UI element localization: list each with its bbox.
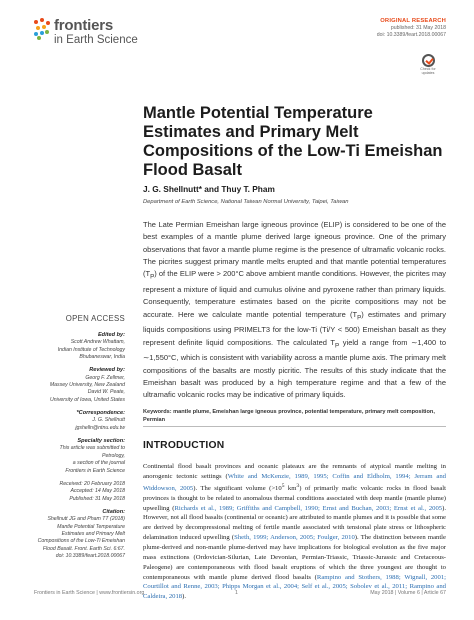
article-doi[interactable]: doi: 10.3389/feart.2018.00067 <box>376 31 446 38</box>
footer-journal-link[interactable]: Frontiers in Earth Science | www.frontiersin.org <box>34 590 145 596</box>
article-authors: J. G. Shellnutt* and Thuy T. Pham <box>143 184 275 194</box>
intro-text: ). <box>182 593 186 601</box>
editor-line[interactable]: Scott Andrew Whattam, <box>70 339 125 346</box>
dates-block <box>28 481 125 503</box>
abstract-text-2: ) of the ELIP were > 200°C above ambient mantle conditions. However, the picrites may represent a mixture of liquid and cumulus olivine and pyroxene rather than primary liquids. Consequently, temperature estimates based on the picrite compositions may not be accurate. Here we calculate mantle potential temperature (T <box>143 269 446 319</box>
article-type: ORIGINAL RESEARCH <box>380 18 446 24</box>
specialty-line: Petrology, <box>102 452 125 459</box>
tp-subscript: P <box>357 314 362 322</box>
specialty-line: Frontiers in Earth Science <box>65 467 125 474</box>
citation-block <box>28 509 125 561</box>
journal-name: in Earth Science <box>54 33 138 46</box>
specialty-line: This article was submitted to <box>59 445 125 452</box>
crossmark-label: Check for updates <box>420 67 436 75</box>
abstract-text-1: The Late Permian Emeishan large igneous province (ELIP) is considered to be one of the best examples of a mantle plume derived large igneous province. One of the primary observations that favor a mantle plume regime is the presence of ultramafic volcanic rocks. The picrites suggest primary mantle melts erupted and that mantle potential temperatures (T <box>143 220 446 279</box>
check-for-updates-icon <box>422 54 435 67</box>
journal-logo[interactable] <box>34 18 138 46</box>
citation-line: Estimates and Primary Melt <box>61 531 125 538</box>
author-affiliation: Department of Earth Science, National Taiwan Normal University, Taipei, Taiwan <box>143 199 349 205</box>
superscript: 3 <box>296 482 300 489</box>
intro-text: Continental flood basalt provinces and oceanic plateaux are the remnants of atypical mantle melting in anorogenic tectonic settings ( <box>143 463 446 480</box>
reviewer-line: University of Iowa, United States <box>50 396 125 403</box>
reviewer-line[interactable]: Georg F. Zellmer, <box>85 374 125 381</box>
article-meta <box>377 18 446 38</box>
page-header <box>34 18 446 80</box>
tp-subscript: P <box>335 342 340 350</box>
page-footer <box>34 590 446 600</box>
article-title: Mantle Potential Temperature Estimates and Primary Melt Compositions of the Low-Ti Emeishan Flood Basalt <box>143 104 443 180</box>
published-date-sidebar: Published: 31 May 2018 <box>69 495 125 502</box>
received-date: Received: 20 February 2018 <box>59 480 125 487</box>
open-access-label: OPEN ACCESS <box>65 314 125 323</box>
citation-line: Flood Basalt. Front. Earth Sci. 6:67. <box>42 545 125 552</box>
edited-by-heading: Edited by: <box>97 332 125 338</box>
citation-doi[interactable]: doi: 10.3389/feart.2018.00067 <box>55 553 125 560</box>
specialty-line: a section of the journal <box>72 460 125 467</box>
correspondence-email[interactable]: jgshelln@ntnu.edu.tw <box>75 424 125 431</box>
superscript: 5 <box>281 482 285 489</box>
intro-text: ). The significant volume (>10 <box>193 484 282 492</box>
citation-line: Shellnutt JG and Pham TT (2018) <box>47 516 125 523</box>
citation-link[interactable]: White and McKenzie, 1989, 1995; Coffin and Eldholm, 1994; Jerram and Widdowson, 2005 <box>143 472 446 492</box>
intro-text: km <box>284 484 297 492</box>
citation-link[interactable]: Rampino and Stothers, 1988; Wignall, 2001; Courtillot and Renne, 2003; Phipps Morgan et al., 2004; Self et al., 2005; Sobolev et al., 2011; Rampino and Caldeira, 2018 <box>143 573 446 601</box>
keywords: Keywords: mantle plume, Emeishan large igneous province, potential temperature, primary melt composition, Permian <box>143 409 435 423</box>
intro-text: ) of primarily mafic volcanic rocks in flood basalt provinces is thought to be related to anomalous thermal conditions associated with deep mantle (mantle plume) upwelling ( <box>143 484 446 512</box>
divider <box>143 426 446 427</box>
citation-line: Compositions of the Low-Ti Emeishan <box>37 538 125 545</box>
specialty-block <box>28 438 125 475</box>
section-heading-introduction: INTRODUCTION <box>143 440 225 451</box>
published-date: published: 31 May 2018 <box>390 25 446 32</box>
brand-name: frontiers <box>54 17 114 34</box>
frontiers-logo-icon <box>34 18 50 40</box>
crossmark-badge[interactable] <box>418 54 438 78</box>
citation-link[interactable]: Richards et al., 1989; Griffiths and Campbell, 1990; Ernst and Buchan, 2003; Ernst et al., 2005 <box>174 504 443 512</box>
citation-line: Mantle Potential Temperature <box>57 523 125 530</box>
abstract-text-3: ) estimates and primary liquids compositions using PRIMELT3 for the low-Ti (Ti/Y < 500) Emeishan basalt as they represent definite liquid compositions. The calculated T <box>143 309 447 347</box>
correspondence-block <box>28 410 125 432</box>
citation-link[interactable]: Sheth, 1999; Anderson, 2005; Foulger, 2010 <box>234 534 355 542</box>
editor-line: Indian Institute of Technology <box>57 346 125 353</box>
citation-heading: Citation: <box>102 509 125 516</box>
introduction-paragraph <box>143 462 446 602</box>
footer-issue-info: May 2018 | Volume 6 | Article 67 <box>370 590 446 596</box>
intro-text: ). The distinction between mantle plume-derived and non-mantle plume-derived may have implications for biological evolution as the five major mass extinctions (Ordovician-Silurian, Late Devonian, Permian-Triassic, Triassic-Jurassic and Cretaceous-Paleogene) are contemporaneous with flood basalt eruptions of which the three youngest are thought to contemporaneous with mantle plume derived flood basalts ( <box>143 534 446 581</box>
page-number: 1 <box>235 590 238 596</box>
reviewed-by-block <box>28 367 125 404</box>
editor-line: Bhubaneswar, India <box>79 354 125 361</box>
intro-text: ). However, not all flood basalts (continental or oceanic) are attributed to mantle plumes and it is possible that some are derived by decompressional melting of fertile mantle associated with tensional plate stress or lithospheric delamination induced upwelling ( <box>143 504 446 542</box>
specialty-heading: Specialty section: <box>77 438 125 445</box>
abstract-text-4: yield a range from ∼1,400 to ∼1,550°C, which is consistent with variability across a mantle plume axis. The primary melt compositions of the basalts are mostly picritic. The results of this study indicate that the Emeishan basalt was produced by a high temperature regime and that a few of the ultramafic volcanic rocks may be indicative of primary liquids. <box>143 337 447 400</box>
edited-by-block <box>28 332 125 361</box>
reviewer-line[interactable]: David W. Peate, <box>87 389 125 396</box>
correspondence-heading: *Correspondence: <box>76 410 125 417</box>
reviewer-line: Massey University, New Zealand <box>49 382 125 389</box>
accepted-date: Accepted: 14 May 2018 <box>70 488 125 495</box>
article-sidebar <box>28 314 125 567</box>
tp-subscript: P <box>150 273 155 281</box>
correspondence-name: J. G. Shellnutt <box>92 417 125 424</box>
abstract <box>143 219 446 402</box>
reviewed-by-heading: Reviewed by: <box>89 367 125 374</box>
